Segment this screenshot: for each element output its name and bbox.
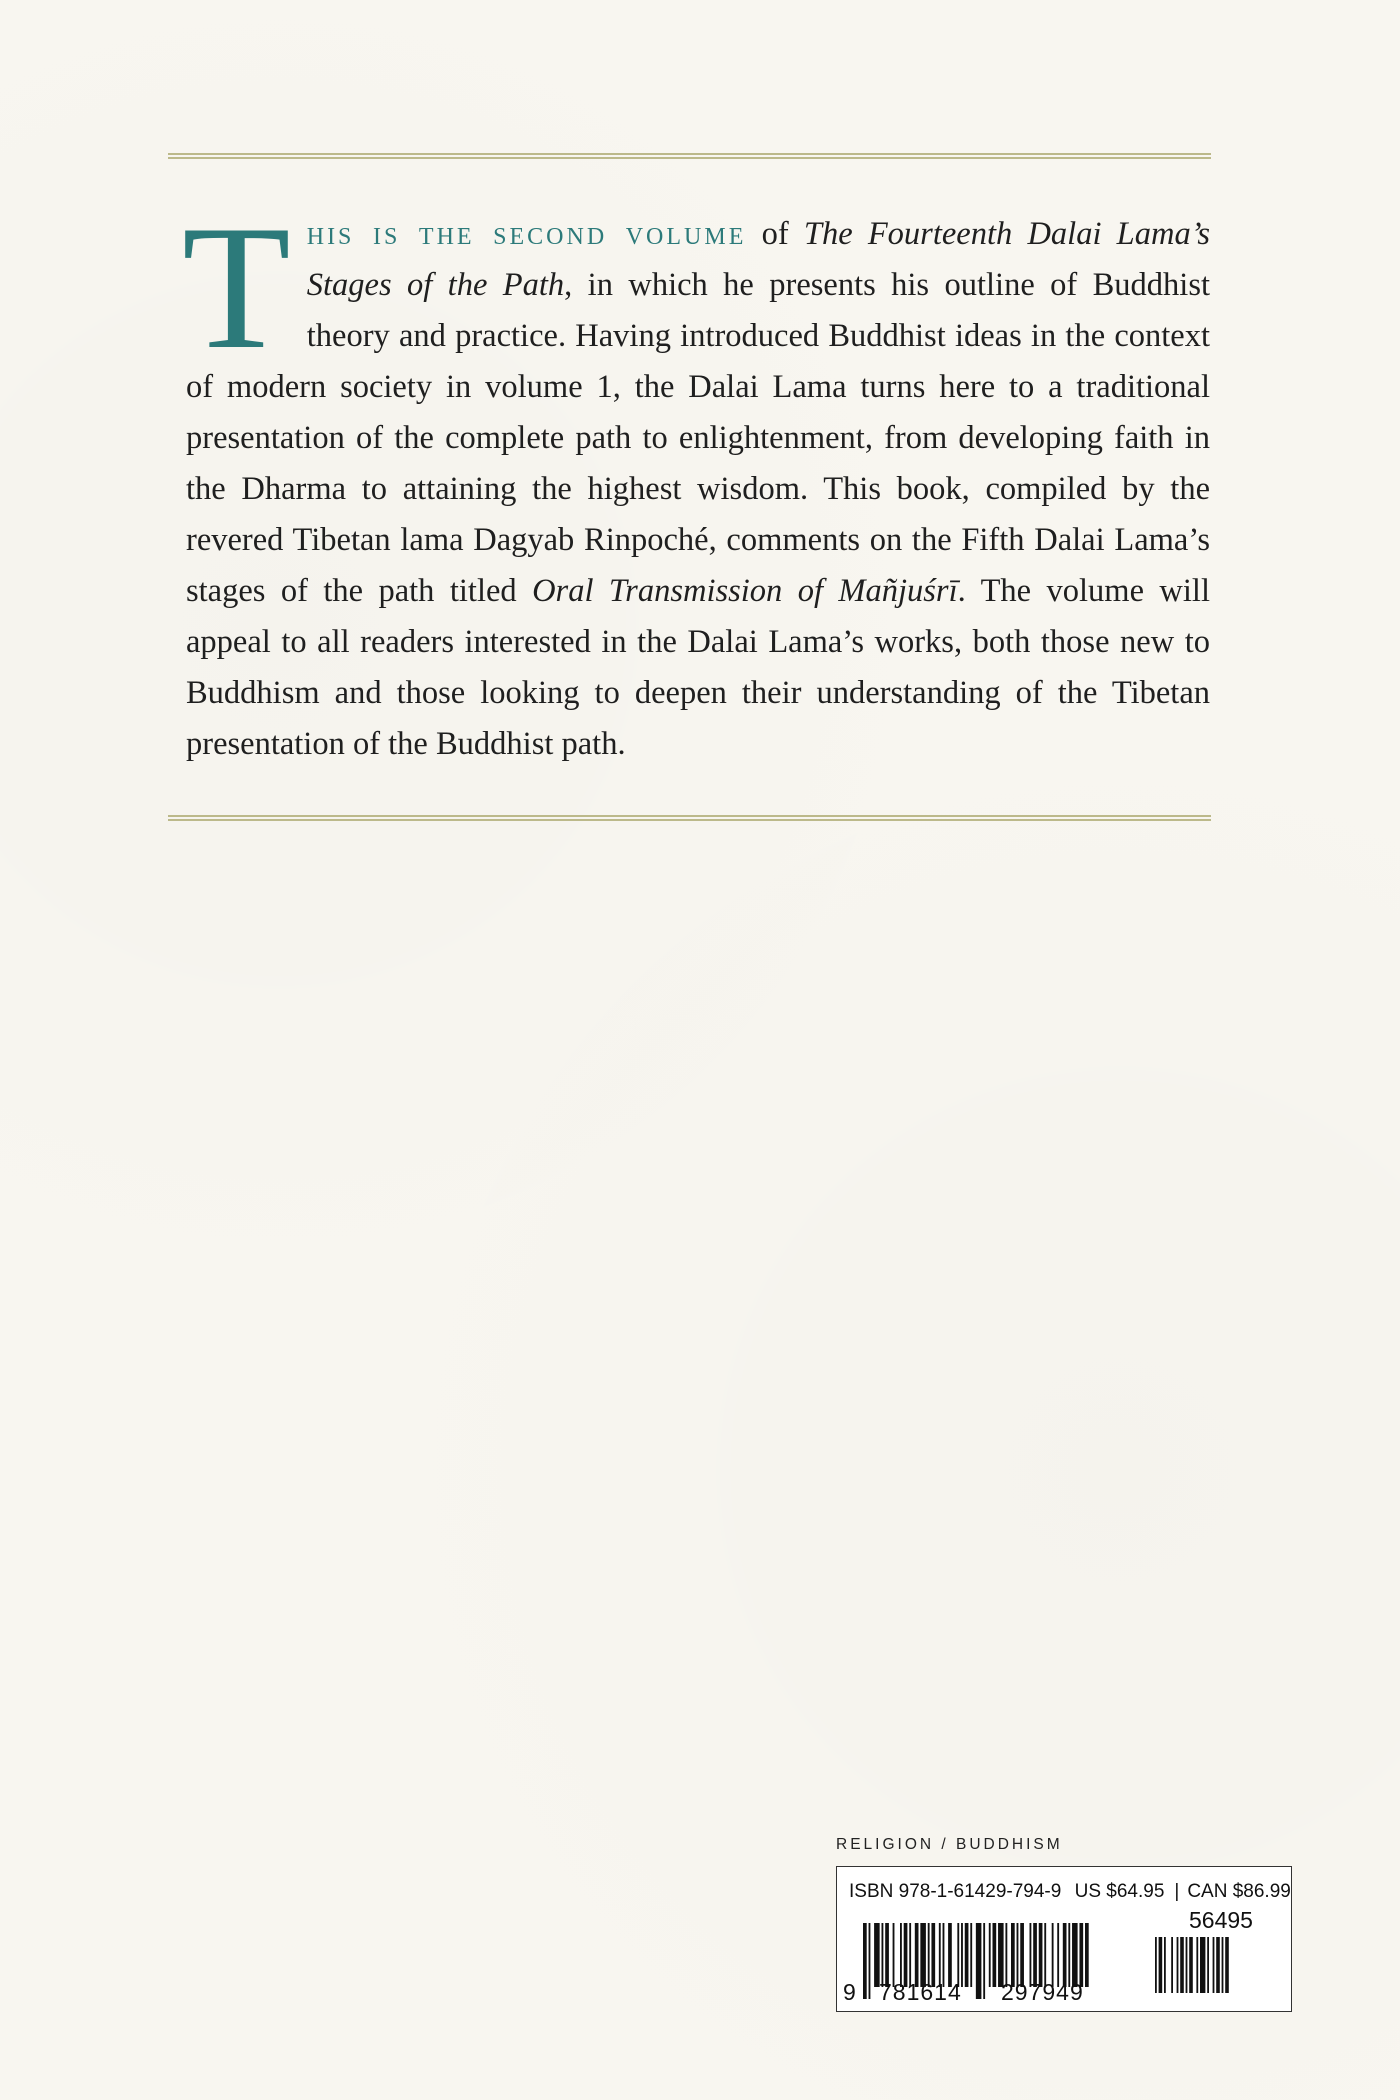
barcode-digits-group-2: 297949 — [1001, 1979, 1084, 2005]
can-price: CAN $86.99 — [1187, 1881, 1291, 1902]
drop-cap: T — [182, 188, 291, 386]
cover-blurb — [182, 188, 1210, 770]
us-price: US $64.95 — [1074, 1881, 1165, 1902]
price-separator: | — [1174, 1881, 1180, 1902]
blurb-text-c: . The volume will appeal to all readers interested in the Dalai Lama’s works, both those new to Buddhism and those looking to deepen their understanding of the Tibetan presentation of the Buddhist path. — [186, 573, 1210, 762]
blurb-lead-smallcaps: his is the second volume — [306, 215, 747, 252]
addon-digits: 56495 — [1189, 1907, 1253, 1933]
top-double-rule — [168, 153, 1211, 159]
bottom-double-rule — [168, 815, 1211, 821]
blurb-text-a: of — [746, 216, 804, 252]
book-title-italic: The Fourteenth Dalai Lama’s Stages of the Path — [306, 216, 1210, 303]
barcode-lead-digit: 9 — [843, 1979, 856, 2005]
category-label: RELIGION / BUDDHISM — [836, 1836, 1063, 1853]
isbn-text: ISBN 978-1-61429-794-9 — [849, 1881, 1062, 1902]
blurb-text-b: , in which he presents his outline of Buddhist theory and practice. Having introduced Buddhist ideas in the context of modern society in volume 1, the Dalai Lama turns here to a traditional presentation of the complete path to enlightenment, from developing faith in the Dharma to attaining the highest wisdom. This book, compiled by the revered Tibetan lama Dagyab Rinpoché, comments on the Fifth Dalai Lama’s stages of the path titled — [186, 267, 1210, 609]
barcode-box — [836, 1866, 1292, 2012]
work-title-italic: Oral Transmission of Mañjuśrī — [532, 573, 958, 609]
barcode-digits-group-1: 781614 — [879, 1979, 962, 2005]
